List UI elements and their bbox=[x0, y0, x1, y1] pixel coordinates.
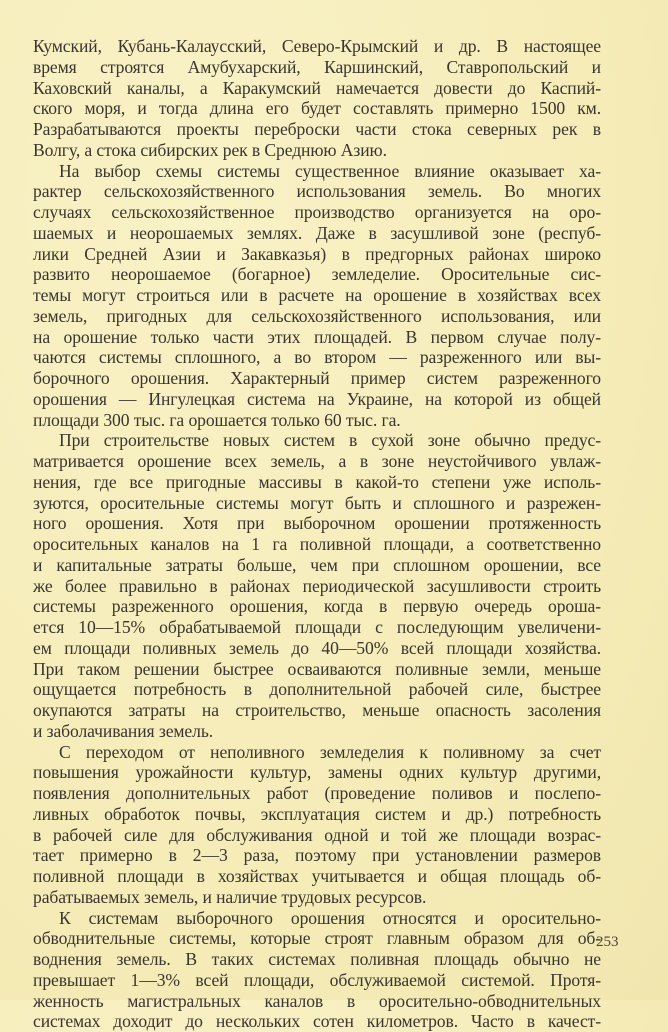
text-line: оросительных каналов на 1 га поливной площади, а соответственно bbox=[33, 534, 601, 555]
text-line: время строятся Амубухарский, Каршинский, Ставропольский и bbox=[33, 57, 601, 78]
text-line: нения, где все пригодные массивы в какой-то степени уже исполь- bbox=[33, 472, 601, 493]
text-line: на орошение только части этих площадей. В первом случае полу- bbox=[33, 327, 601, 348]
text-line: же более правильно в районах периодической засушливости строить bbox=[33, 576, 601, 597]
text-line: окупаются затраты на строительство, меньше опасность засоления bbox=[33, 700, 601, 721]
text-line: матривается орошение всех земель, а в зоне неустойчивого увлаж- bbox=[33, 451, 601, 472]
text-line: женность магистральных каналов в оросительно-обводнительных bbox=[33, 991, 601, 1012]
text-line: земель, пригодных для сельскохозяйственного использования, или bbox=[33, 306, 601, 327]
text-line: рактер сельскохозяйственного использования земель. Во многих bbox=[33, 181, 601, 202]
text-line: При таком решении быстрее осваиваются поливные земли, меньше bbox=[33, 659, 601, 680]
text-line: К системам выборочного орошения относятся и оросительно- bbox=[33, 908, 601, 929]
text-line: С переходом от неполивного земледелия к поливному за счет bbox=[33, 742, 601, 763]
text-line: лики Средней Азии и Закавказья) в предгорных районах широко bbox=[33, 244, 601, 265]
text-line: ского моря, и тогда длина его будет составлять примерно 1500 км. bbox=[33, 98, 601, 119]
text-line: борочного орошения. Характерный пример систем разреженного bbox=[33, 368, 601, 389]
text-line: Кумский, Кубань-Калаусский, Северо-Крымский и др. В настоящее bbox=[33, 36, 601, 57]
text-line: площади 300 тыс. га орошается только 60 тыс. га. bbox=[33, 410, 601, 431]
text-line: На выбор схемы системы существенное влияние оказывает ха- bbox=[33, 161, 601, 182]
text-line: развито неорошаемое (богарное) земледелие. Оросительные сис- bbox=[33, 264, 601, 285]
text-line: Каховский каналы, а Каракумский намечается довести до Каспий- bbox=[33, 78, 601, 99]
page-text-column bbox=[33, 36, 601, 1032]
text-line: в рабочей силе для обслуживания одной и той же площади возрас- bbox=[33, 825, 601, 846]
text-line: воднения земель. В таких системах поливная площадь обычно не bbox=[33, 949, 601, 970]
text-line: орошения — Ингулецкая система на Украине, на которой из общей bbox=[33, 389, 601, 410]
text-line: случаях сельскохозяйственное производство организуется на оро- bbox=[33, 202, 601, 223]
text-line: системы разреженного орошения, когда в первую очередь ороша- bbox=[33, 596, 601, 617]
text-line: шаемых и неорошаемых землях. Даже в засушливой зоне (респуб- bbox=[33, 223, 601, 244]
text-line: ется 10—15% обрабатываемой площади с последующим увеличени- bbox=[33, 617, 601, 638]
text-line: появления дополнительных работ (проведение поливов и послепо- bbox=[33, 783, 601, 804]
text-line: обводнительные системы, которые строят главным образом для об- bbox=[33, 928, 601, 949]
text-line: При строительстве новых систем в сухой зоне обычно предус- bbox=[33, 430, 601, 451]
text-line: ного орошения. Хотя при выборочном орошении протяженность bbox=[33, 513, 601, 534]
text-line: повышения урожайности культур, замены одних культур другими, bbox=[33, 762, 601, 783]
text-line: темы могут строиться или в расчете на орошение в хозяйствах всех bbox=[33, 285, 601, 306]
paragraph bbox=[33, 36, 601, 161]
text-line: ощущается потребность в дополнительной рабочей силе, быстрее bbox=[33, 679, 601, 700]
text-line: зуются, оросительные системы могут быть и сплошного и разрежен- bbox=[33, 493, 601, 514]
text-line: Волгу, а стока сибирских рек в Среднюю Азию. bbox=[33, 140, 601, 161]
paragraph bbox=[33, 742, 601, 908]
text-line: превышает 1—3% всей площади, обслуживаемой системой. Протя- bbox=[33, 970, 601, 991]
paragraph bbox=[33, 908, 601, 1032]
text-line: и капитальные затраты больше, чем при сплошном орошении, все bbox=[33, 555, 601, 576]
paragraph bbox=[33, 161, 601, 431]
text-line: рабатываемых земель, и наличие трудовых ресурсов. bbox=[33, 887, 601, 908]
text-line: ливных обработок почвы, эксплуатация систем и др.) потребность bbox=[33, 804, 601, 825]
page-number: 253 bbox=[596, 934, 619, 951]
text-line: и заболачивания земель. bbox=[33, 721, 601, 742]
paragraph bbox=[33, 430, 601, 741]
text-line: системах доходит до нескольких сотен километров. Часто в качест- bbox=[33, 1011, 601, 1032]
text-line: поливной площади в хозяйствах учитывается и общая площадь об- bbox=[33, 866, 601, 887]
text-line: Разрабатываются проекты переброски части стока северных рек в bbox=[33, 119, 601, 140]
text-line: тает примерно в 2—3 раза, поэтому при установлении размеров bbox=[33, 845, 601, 866]
text-line: ем площади поливных земель до 40—50% всей площади хозяйства. bbox=[33, 638, 601, 659]
text-line: чаются системы сплошного, а во втором — разреженного или вы- bbox=[33, 347, 601, 368]
